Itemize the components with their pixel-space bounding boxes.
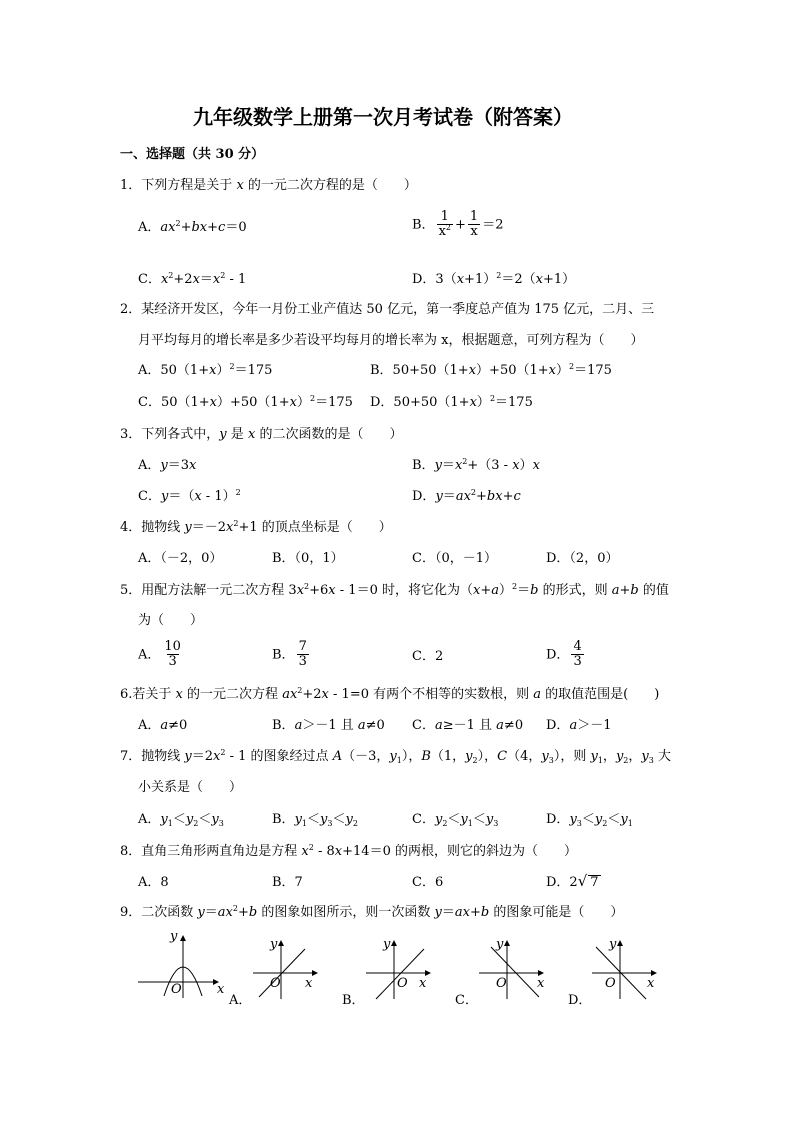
svg-text:O: O (171, 982, 182, 997)
svg-text:x: x (647, 976, 655, 991)
svg-text:y: y (609, 937, 617, 952)
q9-option-a-label: A． (229, 993, 252, 1008)
q5-option-b: B． $\frac{7}{3}$ (272, 639, 307, 670)
q1-option-b: B． $\frac{1}{x^2}$ + $\frac{1}{x}$ ＝2 (412, 209, 504, 240)
q8-option-c: C．6 (412, 875, 444, 890)
q7-option-d: D．$y_3<y_2<y_1$ (546, 812, 633, 828)
question-4: 4．抛物线 $y=-2x^2+1$ 的顶点坐标是（ ） (120, 519, 392, 535)
question-7-line-2: 小关系是（ ） (138, 780, 243, 795)
q8-option-a: A．8 (138, 875, 169, 890)
section-heading: 一、选择题（共 30 分） (120, 147, 265, 162)
svg-text:y: y (496, 937, 504, 952)
svg-text:O: O (270, 976, 281, 991)
q3-option-d: D．$y=ax^2+bx+c$ (412, 488, 521, 504)
q1-option-a: A．$ax^2+bx+c=0$ (138, 219, 247, 235)
question-1: 1．下列方程是关于 x 的一元二次方程的是（ ） (120, 178, 417, 193)
question-5-line-1: 5．用配方法解一元二次方程 $3x^2+6x - 1=0$ 时，将它化为$(x+a)^2=b$ 的形式，则 a+b 的值 (120, 582, 669, 598)
q1-option-c: C．$x^2+2x=x^2 - 1$ (138, 271, 247, 287)
svg-text:O: O (397, 976, 408, 991)
q9-option-c-label: C． (455, 993, 478, 1008)
question-9: 9．二次函数 $y=ax^2+b$ 的图象如图所示，则一次函数 y＝ax+b 的图象可能是（ ） (120, 904, 624, 920)
q5-option-a: A． $\frac{10}{3}$ (138, 639, 181, 670)
q9-option-b-graph (366, 937, 438, 1001)
q6-option-c: C．a≥－1 且 a≠0 (412, 718, 524, 733)
q9-parabola-graph (138, 930, 230, 1000)
q1-option-d: D．$3(x+1)^2=2(x+1)$ (412, 271, 576, 287)
q6-option-d: D．a＞－1 (546, 718, 612, 733)
q6-option-a: A．a≠0 (138, 718, 188, 733)
svg-text:x: x (419, 976, 427, 991)
page-title: 九年级数学上册第一次月考试卷（附答案） (193, 105, 573, 129)
svg-text:x: x (305, 976, 313, 991)
q9-option-d-label: D． (568, 993, 592, 1008)
q4-option-d: D．（2，0） (546, 551, 619, 566)
q9-option-b-label: B． (342, 993, 365, 1008)
q3-option-b: B．$y=x^2+(3 - x)x$ (412, 457, 540, 473)
q5-option-c: C．2 (412, 649, 444, 664)
question-2-line-1: 2．某经济开发区，今年一月份工业产值达 50 亿元，第一季度总产值为 175 亿元，二月、三 (120, 302, 655, 317)
svg-text:y: y (270, 937, 278, 952)
svg-text:y: y (383, 937, 391, 952)
question-7-line-1: 7．抛物线 $y=2x^2 - 1$ 的图象经过点 A（－3，$y_1$），B（1，$y_2$），C（4，$y_3$），则 $y_1$，$y_2$，$y_3$ 大 (120, 748, 671, 765)
svg-text:y: y (170, 929, 178, 944)
q4-option-b: B．（0，1） (272, 551, 344, 566)
q9-option-d-graph (592, 937, 664, 1001)
q3-option-a: A．y＝3x (138, 458, 197, 473)
q2-option-d: D．$50+50(1+x)^2=175$ (370, 394, 533, 410)
question-8: 8．直角三角形两直角边是方程 $x^2 - 8x+14=0$ 的两根，则它的斜边为（ ） (120, 843, 577, 859)
question-5-line-2: 为（ ） (138, 613, 204, 628)
q2-option-a: A．$50(1+x)^2=175$ (138, 362, 273, 378)
q2-option-c: C．$50(1+x)+50(1+x)^2=175$ (138, 394, 353, 410)
q3-option-c: C．y＝（x - 1）$^2$ (138, 488, 241, 504)
svg-text:O: O (605, 976, 616, 991)
question-6: 6.若关于 x 的一元二次方程 $ax^2+2x - 1=0$ 有两个不相等的实数根，则 a 的取值范围是( ) (120, 686, 660, 702)
q2-option-b: B．$50+50(1+x)+50(1+x)^2=175$ (370, 362, 612, 378)
q4-option-c: C．（0，－1） (412, 551, 497, 566)
svg-text:x: x (217, 982, 225, 997)
q6-option-b: B．a＞－1 且 a≠0 (272, 718, 385, 733)
question-3: 3．下列各式中，y 是 x 的二次函数的是（ ） (120, 427, 403, 442)
q8-option-b: B．7 (272, 875, 303, 890)
q7-option-c: C．$y_2<y_1<y_3$ (412, 812, 499, 828)
q4-option-a: A．（－2，0） (138, 551, 223, 566)
q9-option-a-graph (253, 937, 325, 1001)
q7-option-a: A．$y_1<y_2<y_3$ (138, 812, 224, 828)
question-2-line-2: 月平均每月的增长率是多少若设平均每月的增长率为 x，根据题意，可列方程为（ ） (138, 333, 644, 348)
svg-text:x: x (537, 976, 545, 991)
q9-option-c-graph (479, 937, 551, 1001)
q5-option-d: D． $\frac{4}{3}$ (546, 639, 582, 670)
svg-text:O: O (496, 976, 507, 991)
q7-option-b: B．$y_1<y_3<y_2$ (272, 812, 358, 828)
q8-option-d: D．2√ 7 (546, 872, 599, 890)
